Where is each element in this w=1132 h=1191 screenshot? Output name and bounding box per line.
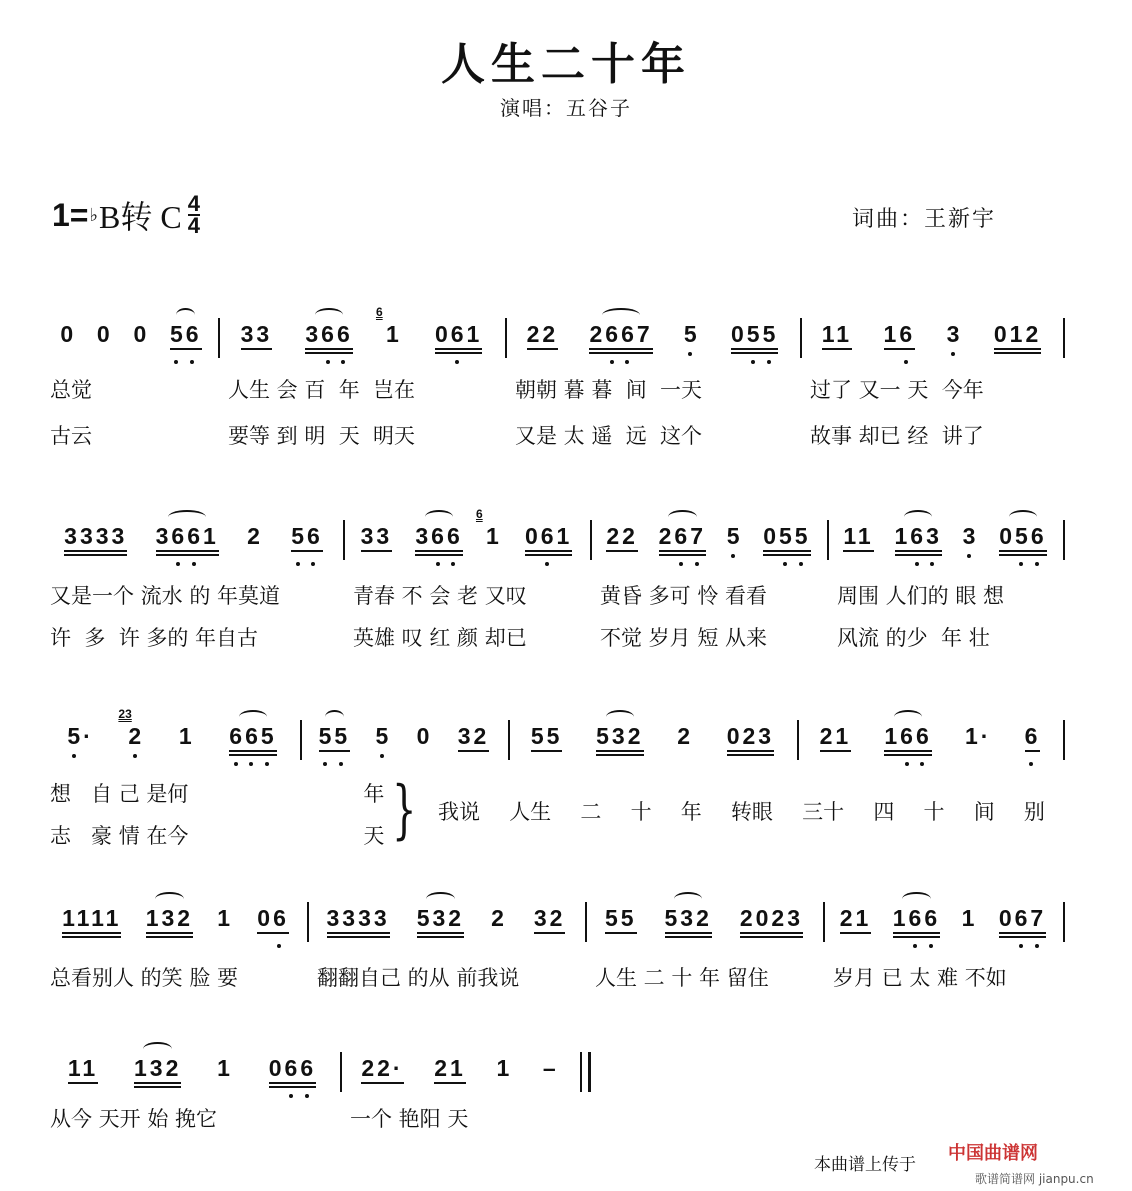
measure: [50, 707, 294, 764]
note-group: [527, 322, 559, 350]
note-group: [375, 305, 402, 348]
measure: [346, 1056, 574, 1096]
low-octave-dot: [688, 352, 692, 356]
lyric-text: 天: [310, 824, 385, 848]
note-group: [417, 724, 433, 750]
note-group: [895, 524, 942, 556]
note-group: [994, 322, 1041, 354]
note-group: [947, 322, 963, 348]
slur-mark: [904, 510, 932, 524]
notes: 1·: [964, 723, 992, 749]
low-octave-dot: [610, 360, 614, 364]
chorus-word: 四: [873, 800, 895, 824]
composer-credit: 词曲：王新宇: [852, 207, 997, 232]
note-group: [496, 1056, 512, 1082]
note-group: [727, 724, 774, 756]
low-octave-dot: [380, 754, 384, 758]
note-group: [417, 906, 464, 938]
notes: 21: [819, 723, 852, 749]
notes: 2023: [739, 905, 804, 931]
notes: –: [542, 1055, 559, 1081]
watermark: 歌谱简谱网 jianpu.cn: [975, 1172, 1094, 1186]
notes: 5: [726, 523, 743, 549]
time-top: 4: [187, 191, 200, 216]
slur-mark: [668, 510, 696, 524]
measure: [313, 906, 579, 946]
lyric-text: 又是一个 流水 的 年莫道: [50, 584, 281, 608]
song-title: 人生二十年: [441, 39, 691, 90]
low-octave-dot: [311, 562, 315, 566]
measure: [596, 524, 821, 564]
notes: 32: [457, 723, 490, 749]
note-group: [156, 524, 219, 556]
lyric-text: 翻翻自己 的从 前我说: [317, 966, 520, 990]
chorus-word: 间: [973, 800, 995, 824]
note-group: [60, 322, 76, 348]
low-octave-dot: [234, 762, 238, 766]
notes: 11: [821, 321, 853, 347]
measure: [50, 1056, 334, 1096]
low-octave-dot: [920, 762, 924, 766]
notes: 56: [170, 321, 202, 347]
notes: 3333: [64, 523, 128, 549]
notes: 55: [318, 723, 351, 749]
notes: 5: [375, 723, 392, 749]
note-group: [68, 1056, 98, 1084]
lyric-text: 英雄 叹 红 颜 却已: [353, 626, 527, 650]
barline: [1063, 720, 1065, 760]
notes: 6: [1024, 723, 1041, 749]
measure: [833, 524, 1057, 564]
slur-mark: [602, 308, 640, 322]
low-octave-dot: [1029, 762, 1033, 766]
measure: [349, 507, 584, 564]
notes: 3661: [155, 523, 219, 549]
note-group: [291, 524, 323, 552]
lyric-brace: }: [392, 773, 417, 847]
lyric-text: 一个 艳阳 天: [350, 1107, 469, 1131]
notes: 3333: [326, 905, 390, 931]
measure: [50, 524, 337, 564]
note-group: [606, 524, 638, 552]
notes: 366: [305, 321, 353, 347]
notes: 22·: [361, 1055, 404, 1081]
note-group: [434, 1056, 466, 1084]
notes: 163: [894, 523, 942, 549]
notes: 2: [247, 523, 263, 549]
upload-note: 本曲谱上传于: [814, 1155, 916, 1175]
note-group: [118, 707, 145, 750]
note-group: [361, 1056, 403, 1084]
notes: 56: [291, 523, 323, 549]
notes: 665: [229, 723, 277, 749]
notes: 11: [843, 523, 874, 549]
lyric-text: 古云: [50, 424, 92, 448]
lyric-text: 想 自 己 是何: [50, 782, 189, 806]
flat-sign: ♭: [89, 204, 98, 225]
low-octave-dot: [326, 360, 330, 364]
low-octave-dot: [967, 554, 971, 558]
notes: 1111: [62, 905, 122, 931]
notes: 3: [962, 523, 979, 549]
notes: 5·: [67, 723, 94, 749]
note-group: [361, 524, 393, 552]
lyric-text: 从今 天开 始 挽它: [50, 1107, 218, 1131]
site-logo: 中国曲谱网: [948, 1143, 1038, 1164]
low-octave-dot: [545, 562, 549, 566]
note-group: [133, 322, 149, 348]
grace-note: 6: [475, 507, 483, 521]
notes: 166: [884, 723, 932, 749]
low-octave-dot: [1019, 944, 1023, 948]
barline: [343, 520, 345, 560]
lyric-text: 人生 二 十 年 留住: [595, 966, 769, 990]
notes: 132: [145, 905, 194, 931]
note-group: [543, 1056, 559, 1082]
time-bottom: 4: [187, 213, 200, 238]
measure: [591, 906, 817, 946]
low-octave-dot: [783, 562, 787, 566]
note-group: [965, 724, 991, 750]
key-do: 1=: [52, 196, 89, 233]
notes: 066: [268, 1055, 317, 1081]
note-group: [731, 322, 778, 354]
lyric-text: 许 多 许 多的 年自古: [50, 626, 259, 650]
slur-mark: [176, 308, 195, 322]
low-octave-dot: [904, 360, 908, 364]
barline: [508, 720, 510, 760]
notes: 55: [530, 723, 563, 749]
note-group: [491, 906, 507, 932]
note-group: [247, 524, 263, 550]
slur-mark: [606, 710, 634, 724]
notes: 1: [961, 905, 978, 931]
low-octave-dot: [305, 1094, 309, 1098]
note-group: [843, 524, 873, 552]
barline: [823, 902, 825, 942]
notes: 2: [491, 905, 507, 931]
chorus-word: 转眼: [730, 800, 773, 824]
chorus-word: 别: [1023, 800, 1045, 824]
lyric-text: 故事 却已 经 讲了: [810, 424, 984, 448]
note-group: [727, 524, 743, 550]
barline: [1063, 520, 1065, 560]
note-group: [822, 322, 852, 350]
note-group: [1025, 724, 1041, 752]
low-octave-dot: [695, 562, 699, 566]
measure: [306, 724, 502, 764]
low-octave-dot: [951, 352, 955, 356]
measure: [50, 906, 301, 946]
note-group: [884, 724, 931, 756]
low-octave-dot: [1035, 562, 1039, 566]
lyric-text: 总看别人 的笑 脸 要: [50, 966, 239, 990]
slur-mark: [674, 892, 702, 906]
lyric-text: 黄昏 多可 怜 看看: [600, 584, 768, 608]
time-signature: [187, 191, 200, 238]
notes: 33: [360, 523, 393, 549]
grace-note: 6: [375, 305, 383, 319]
low-octave-dot: [192, 562, 196, 566]
notes: 067: [998, 905, 1047, 931]
note-group: [740, 906, 803, 938]
note-group: [684, 322, 700, 348]
slur-mark: [325, 710, 344, 724]
notes: 0: [96, 321, 113, 347]
lyric-text: 又是 太 遥 远 这个: [515, 424, 703, 448]
notes: 2667: [589, 321, 653, 347]
key-signature: [52, 192, 200, 238]
notes: 532: [596, 723, 644, 749]
notes: 32: [533, 905, 566, 931]
low-octave-dot: [249, 762, 253, 766]
note-group: [820, 724, 852, 752]
note-group: [217, 1056, 233, 1082]
chorus-word: 人生: [509, 800, 552, 824]
lyric-text: 周围 人们的 眼 想: [837, 584, 1005, 608]
barline: [505, 318, 507, 358]
notes: 1: [385, 321, 402, 347]
notes: 22: [526, 321, 559, 347]
note-group: [596, 724, 643, 756]
note-group: [305, 322, 352, 354]
chorus-word: 年: [680, 800, 702, 824]
low-octave-dot: [341, 360, 345, 364]
note-group: [146, 906, 193, 938]
notes: 3: [946, 321, 963, 347]
notes: 1: [496, 1055, 513, 1081]
note-group: [884, 322, 916, 350]
chorus-word: 三十: [802, 800, 845, 824]
note-group: [62, 906, 121, 938]
lyric-text: 志 豪 情 在今: [50, 824, 189, 848]
lyric-text: 朝朝 暮 暮 间 一天: [515, 378, 703, 402]
notes: 267: [658, 523, 707, 549]
low-octave-dot: [799, 562, 803, 566]
chorus-word: 十: [923, 800, 945, 824]
low-octave-dot: [296, 562, 300, 566]
lyric-text: 人生 会 百 年 岂在: [228, 378, 416, 402]
low-octave-dot: [436, 562, 440, 566]
barline: [218, 318, 220, 358]
measure: [511, 322, 794, 362]
notes: 1: [178, 723, 195, 749]
slur-mark: [239, 710, 267, 724]
barline: [590, 520, 592, 560]
notes: 5: [683, 321, 700, 347]
low-octave-dot: [323, 762, 327, 766]
low-octave-dot: [176, 562, 180, 566]
note-group: [67, 724, 93, 750]
low-octave-dot: [767, 360, 771, 364]
measure: [829, 906, 1057, 946]
note-group: [170, 322, 202, 350]
low-octave-dot: [289, 1094, 293, 1098]
note-group: [763, 524, 810, 556]
notes: 061: [434, 321, 483, 347]
notes: 11: [67, 1055, 99, 1081]
slur-mark: [902, 892, 930, 906]
notes: 0: [60, 321, 77, 347]
measure: [224, 305, 499, 362]
lyric-text: 青春 不 会 老 又叹: [353, 584, 527, 608]
note-group: [319, 724, 351, 752]
note-group: [605, 906, 637, 934]
note-group: [97, 322, 113, 348]
notes: 055: [763, 523, 811, 549]
singer-credit: 演唱：五谷子: [500, 96, 632, 120]
slur-mark: [1009, 510, 1037, 524]
low-octave-dot: [905, 762, 909, 766]
note-group: [840, 906, 872, 934]
notes: 33: [240, 321, 273, 347]
note-group: [269, 1056, 316, 1088]
low-octave-dot: [929, 944, 933, 948]
notes: 1: [485, 523, 502, 549]
note-group: [64, 524, 127, 556]
note-group: [134, 1056, 181, 1088]
notes: 166: [892, 905, 941, 931]
notes: 2: [128, 723, 145, 749]
note-group: [179, 724, 195, 750]
notes: 023: [726, 723, 775, 749]
low-octave-dot: [930, 562, 934, 566]
chorus-word: 二: [580, 800, 602, 824]
note-group: [435, 322, 482, 354]
note-group: [962, 906, 978, 932]
lyric-text: 不觉 岁月 短 从来: [600, 626, 768, 650]
notes: 532: [664, 905, 712, 931]
note-group: [217, 906, 233, 932]
slur-mark: [426, 892, 454, 906]
low-octave-dot: [731, 554, 735, 558]
low-octave-dot: [913, 944, 917, 948]
chorus-word: 我说: [438, 800, 480, 824]
note-group: [963, 524, 979, 550]
measure: [806, 322, 1057, 362]
barline: [307, 902, 309, 942]
note-group: [531, 724, 563, 752]
slur-mark: [894, 710, 922, 724]
slur-mark: [168, 510, 206, 524]
note-group: [525, 524, 572, 556]
notes: 55: [604, 905, 637, 931]
note-group: [665, 906, 712, 938]
note-group: [458, 724, 490, 752]
key-name: B转 C: [98, 199, 182, 235]
note-group: [999, 524, 1046, 556]
measure: [50, 322, 212, 362]
notes: 056: [999, 523, 1047, 549]
note-group: [659, 524, 706, 556]
note-group: [257, 906, 289, 934]
slur-mark: [315, 308, 343, 322]
low-octave-dot: [277, 944, 281, 948]
final-barline: [580, 1052, 591, 1092]
low-octave-dot: [174, 360, 178, 364]
note-group: [475, 507, 502, 550]
barline: [300, 720, 302, 760]
notes: 1: [217, 1055, 233, 1081]
low-octave-dot: [1035, 944, 1039, 948]
notes: 366: [415, 523, 463, 549]
notes: 0: [133, 321, 150, 347]
low-octave-dot: [915, 562, 919, 566]
measure: [803, 724, 1057, 764]
note-group: [415, 524, 462, 556]
low-octave-dot: [72, 754, 76, 758]
lyric-text: 过了 又一 天 今年: [810, 378, 984, 402]
lyric-text: 年: [310, 782, 385, 806]
low-octave-dot: [339, 762, 343, 766]
low-octave-dot: [751, 360, 755, 364]
note-group: [534, 906, 566, 934]
notes: 532: [416, 905, 465, 931]
grace-note: 23: [118, 707, 132, 721]
barline: [340, 1052, 342, 1092]
notes: 22: [606, 523, 638, 549]
chorus-lyrics: [438, 796, 1045, 826]
lyric-text: 总觉: [50, 378, 92, 402]
slur-mark: [425, 510, 453, 524]
lyric-text: 岁月 已 太 难 不如: [833, 966, 1007, 990]
barline: [827, 520, 829, 560]
notes: 012: [993, 321, 1042, 347]
notes: 16: [883, 321, 916, 347]
notes: 055: [730, 321, 779, 347]
note-group: [241, 322, 273, 350]
low-octave-dot: [625, 360, 629, 364]
notes: 21: [434, 1055, 466, 1081]
barline: [1063, 318, 1065, 358]
note-group: [589, 322, 652, 354]
note-group: [229, 724, 276, 756]
slur-mark: [155, 892, 183, 906]
barline: [797, 720, 799, 760]
notes: 1: [217, 905, 234, 931]
note-group: [327, 906, 390, 938]
notes: 06: [257, 905, 289, 931]
low-octave-dot: [265, 762, 269, 766]
low-octave-dot: [679, 562, 683, 566]
note-group: [893, 906, 940, 938]
notes: 061: [524, 523, 573, 549]
barline: [800, 318, 802, 358]
slur-mark: [143, 1042, 171, 1056]
barline: [1063, 902, 1065, 942]
note-group: [677, 724, 693, 750]
low-octave-dot: [451, 562, 455, 566]
notes: 0: [416, 723, 433, 749]
notes: 2: [677, 723, 694, 749]
low-octave-dot: [190, 360, 194, 364]
low-octave-dot: [455, 360, 459, 364]
measure: [514, 724, 791, 764]
barline: [585, 902, 587, 942]
notes: 132: [134, 1055, 182, 1081]
low-octave-dot: [1019, 562, 1023, 566]
note-group: [376, 724, 392, 750]
notes: 21: [839, 905, 872, 931]
lyric-text: 风流 的少 年 壮: [837, 626, 990, 650]
note-group: [999, 906, 1046, 938]
low-octave-dot: [133, 754, 137, 758]
chorus-word: 十: [630, 800, 652, 824]
lyric-text: 要等 到 明 天 明天: [228, 424, 416, 448]
